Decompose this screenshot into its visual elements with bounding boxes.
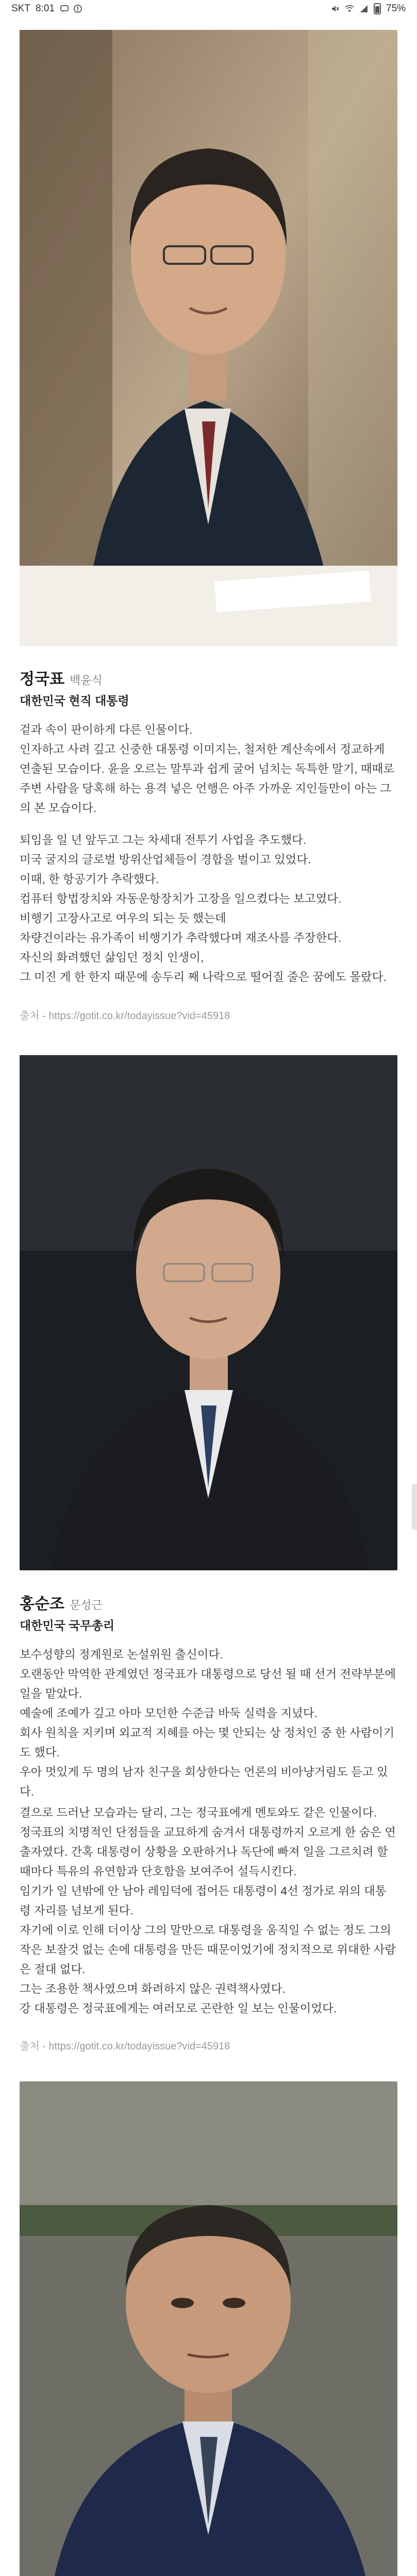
actor-name: 문성근 <box>69 1599 103 1612</box>
scroll-indicator[interactable] <box>412 1484 417 1530</box>
message-icon <box>60 4 69 13</box>
character-name: 정국표 <box>20 671 64 688</box>
character-photo-3 <box>20 2081 397 2576</box>
status-bar <box>0 0 417 18</box>
character-name-line-1 <box>20 666 103 689</box>
character-description: 보수성향의 정계원로 논설위원 출신이다. 오랜동안 막역한 관계였던 정국표가 대통령으로 당선 될 때 선거 전략부분에 일을 맡았다. 예술에 조예가 깊고 아마 모던한 수준급 바둑 실력을 지녔다. 회사 원칙을 지키며 외교적 지혜를 아는 몇 안되는 상 정치인 중 한 사람이기도 했다. 우아 멋있게 두 명의 남자 친구을 회상한다는 언론의 비아냥거림도 듣고 있다. <box>20 1648 396 1798</box>
clock: 8:01 <box>35 3 55 14</box>
character-description: 결으로 드러난 모습과는 달리, 그는 정국표에게 멘토와도 같은 인물이다. 정국표의 치명적인 단점들을 교묘하게 숨겨서 대통령까지 오르게 한 숨은 연출자였다. 간혹 대통령이 상황을 오판하거나 독단에 빠져 일을 그르치려 할 때마다 특유의 유연함과 단호함을 보여주어 설득시킨다. 임기가 일 년밖에 안 남아 레임덕에 접어든 대통령이 4선 정가로 위의 대통령 자리를 넘보게 된다. 자기에 이로 인해 더이상 그의 말만으로 대통령을 움직일 수 없는 정도 그의 작은 보잘것 없는 손에 대통령을 만든 때문이었기에 정치적으로 위대한 사람은 절대 없다. 그는 조용한 책사였으며 화려하지 않은 권력책사였다. 강 대통령은 정국표에게는 여러모로 곤란한 일 보는 인물이었다. <box>20 1806 396 2015</box>
source-link[interactable]: 출처 - https://gotit.co.kr/todayissue?vid=45918 <box>20 2041 230 2052</box>
alert-icon <box>73 4 82 13</box>
character-photo-2 <box>20 1055 397 1570</box>
character-photo-1 <box>20 30 397 646</box>
mute-icon <box>330 4 340 13</box>
character-name: 홍순조 <box>20 1596 64 1613</box>
signal-icon <box>359 4 369 13</box>
battery-percent: 75% <box>386 3 406 14</box>
source-link[interactable]: 출처 - https://gotit.co.kr/todayissue?vid=45918 <box>20 1010 230 1022</box>
character-role: 대한민국 국무총리 <box>20 1619 115 1632</box>
character-description: 퇴임을 일 년 앞두고 그는 차세대 전투기 사업을 추도했다. 미국 굴지의 글로벌 방위산업체들이 경합을 벌이고 있었다. 이때, 한 항공기가 추락했다. 컴퓨터 항법장치와 자동운항장치가 고장을 일으켰다는 보고였다. 비행기 고장사고로 여우의 되는 듯 했는데 차량건이라는 유가족이 비행기가 추락했다며 재조사를 주장한다. 자신의 화려했던 삶임던 정치 인생이, 그 미진 게 한 한지 때문에 송두리 째 나락으로 떨어질 줄은 꿈에도 몰랐다. <box>20 834 387 984</box>
wifi-icon <box>345 4 354 13</box>
character-role: 대한민국 현직 대통령 <box>20 694 129 707</box>
carrier-label: SKT <box>11 3 30 14</box>
actor-name: 백윤식 <box>69 674 103 687</box>
character-name-line-2 <box>20 1591 103 1614</box>
character-description: 겉과 속이 판이하게 다른 인물이다. 인자하고 사려 깊고 신중한 대통령 이미지는, 철저한 계산속에서 정교하게 연출된 모습이다. 윤을 오르는 말투과 쉽게 굴어 넘치는 독특한 말기, 때때로 주변 사람을 당혹해 하는 용격 넣은 언행은 아주 가까운 지인들만이 아는 그의 본 모습이다. <box>20 723 395 815</box>
battery-icon <box>374 3 381 14</box>
